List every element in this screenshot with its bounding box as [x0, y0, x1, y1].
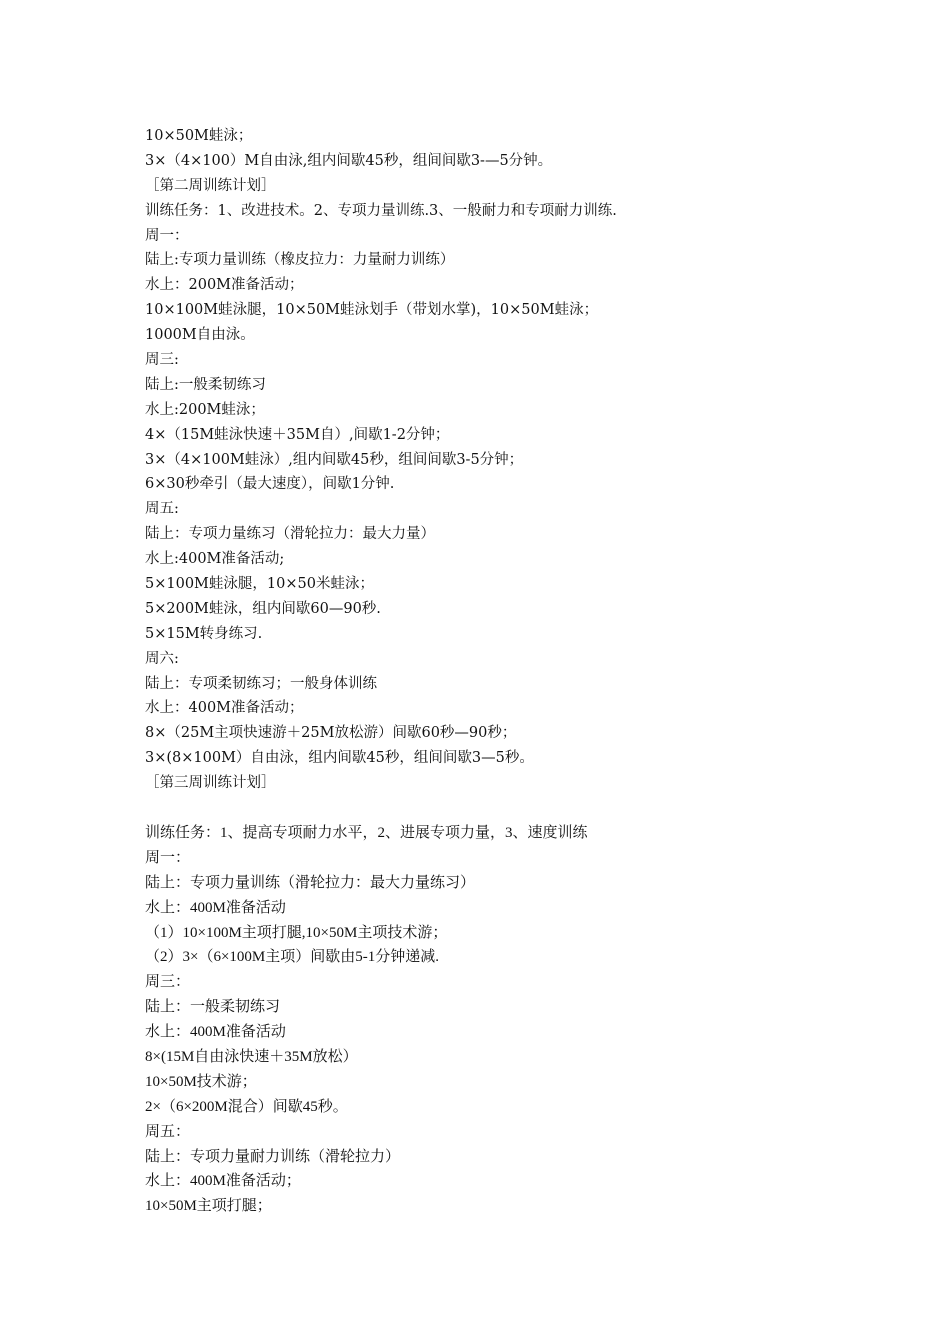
text-line: 训练任务：1、改进技术。2、专项力量训练.3、一般耐力和专项耐力训练.: [145, 202, 617, 219]
text-line: 3×（4×100）M自由泳,组内间歇45秒，组间间歇3-—5分钟。: [145, 152, 553, 169]
text-line: 10×50M主项打腿；: [145, 1198, 272, 1215]
text-line: 陆上：专项力量练习（滑轮拉力：最大力量）: [145, 526, 435, 543]
day-heading: 周三:: [145, 352, 179, 369]
text-line: 陆上:专项力量训练（橡皮拉力：力量耐力训练）: [145, 252, 455, 269]
day-heading: 周六:: [145, 650, 179, 667]
day-heading: 周三：: [145, 974, 191, 991]
section-heading: ［第二周训练计划］: [145, 177, 276, 194]
text-line: （2）3×（6×100M主项）间歇由5-1分钟递减.: [145, 949, 440, 966]
text-line: 3×（4×100M蛙泳）,组内间歇45秒，组间间歇3-5分钟；: [145, 451, 524, 468]
text-line: 6×30秒牵引（最大速度），间歇1分钟.: [145, 476, 395, 493]
text-line: 陆上：专项力量训练（滑轮拉力：最大力量练习）: [145, 874, 476, 891]
text-line: 陆上：一般柔韧练习: [145, 999, 281, 1016]
text-line: 训练任务：1、提高专项耐力水平，2、进展专项力量，3、速度训练: [145, 824, 588, 841]
text-line: 8×（25M主项快速游＋25M放松游）间歇60秒—90秒；: [145, 725, 517, 742]
day-heading: 周五:: [145, 501, 179, 518]
text-line: 陆上：专项柔韧练习；一般身体训练: [145, 675, 377, 692]
text-line: 水上：400M准备活动: [145, 1024, 286, 1041]
text-line: 8×(15M自由泳快速＋35M放松）: [145, 1048, 358, 1065]
text-line: 陆上:一般柔韧练习: [145, 376, 266, 393]
text-line: 1000M自由泳。: [145, 327, 255, 344]
blank-line: [145, 796, 845, 821]
text-line: 10×50M蛙泳；: [145, 128, 253, 144]
text-line: 水上：400M准备活动: [145, 899, 286, 916]
section-heading: ［第三周训练计划］: [145, 775, 276, 792]
text-line: （1）10×100M主项打腿,10×50M主项技术游；: [145, 924, 448, 941]
text-line: 10×100M蛙泳腿，10×50M蛙泳划手（带划水掌)，10×50M蛙泳；: [145, 302, 599, 319]
text-line: 水上：400M准备活动；: [145, 1173, 301, 1190]
text-line: 水上：400M准备活动；: [145, 700, 304, 717]
text-line: 水上：200M准备活动；: [145, 277, 304, 294]
document-body: [145, 124, 845, 1219]
text-line: 水上:400M准备活动;: [145, 551, 285, 568]
text-line: 3×(8×100M）自由泳，组内间歇45秒，组间间歇3—5秒。: [145, 750, 534, 767]
text-line: 10×50M技术游；: [145, 1073, 257, 1090]
text-line: 4×（15M蛙泳快速＋35M自）,间歇1-2分钟；: [145, 426, 450, 443]
text-line: 5×200M蛙泳，组内间歇60—90秒.: [145, 600, 381, 617]
day-heading: 周五：: [145, 1123, 191, 1140]
text-line: 5×100M蛙泳腿，10×50米蛙泳；: [145, 576, 374, 593]
text-line: 陆上：专项力量耐力训练（滑轮拉力）: [145, 1148, 401, 1165]
text-line: 水上:200M蛙泳；: [145, 401, 265, 418]
text-line: 2×（6×200M混合）间歇45秒。: [145, 1098, 348, 1115]
text-line: 5×15M转身练习.: [145, 625, 263, 642]
day-heading: 周一：: [145, 849, 191, 866]
day-heading: 周一：: [145, 227, 189, 244]
